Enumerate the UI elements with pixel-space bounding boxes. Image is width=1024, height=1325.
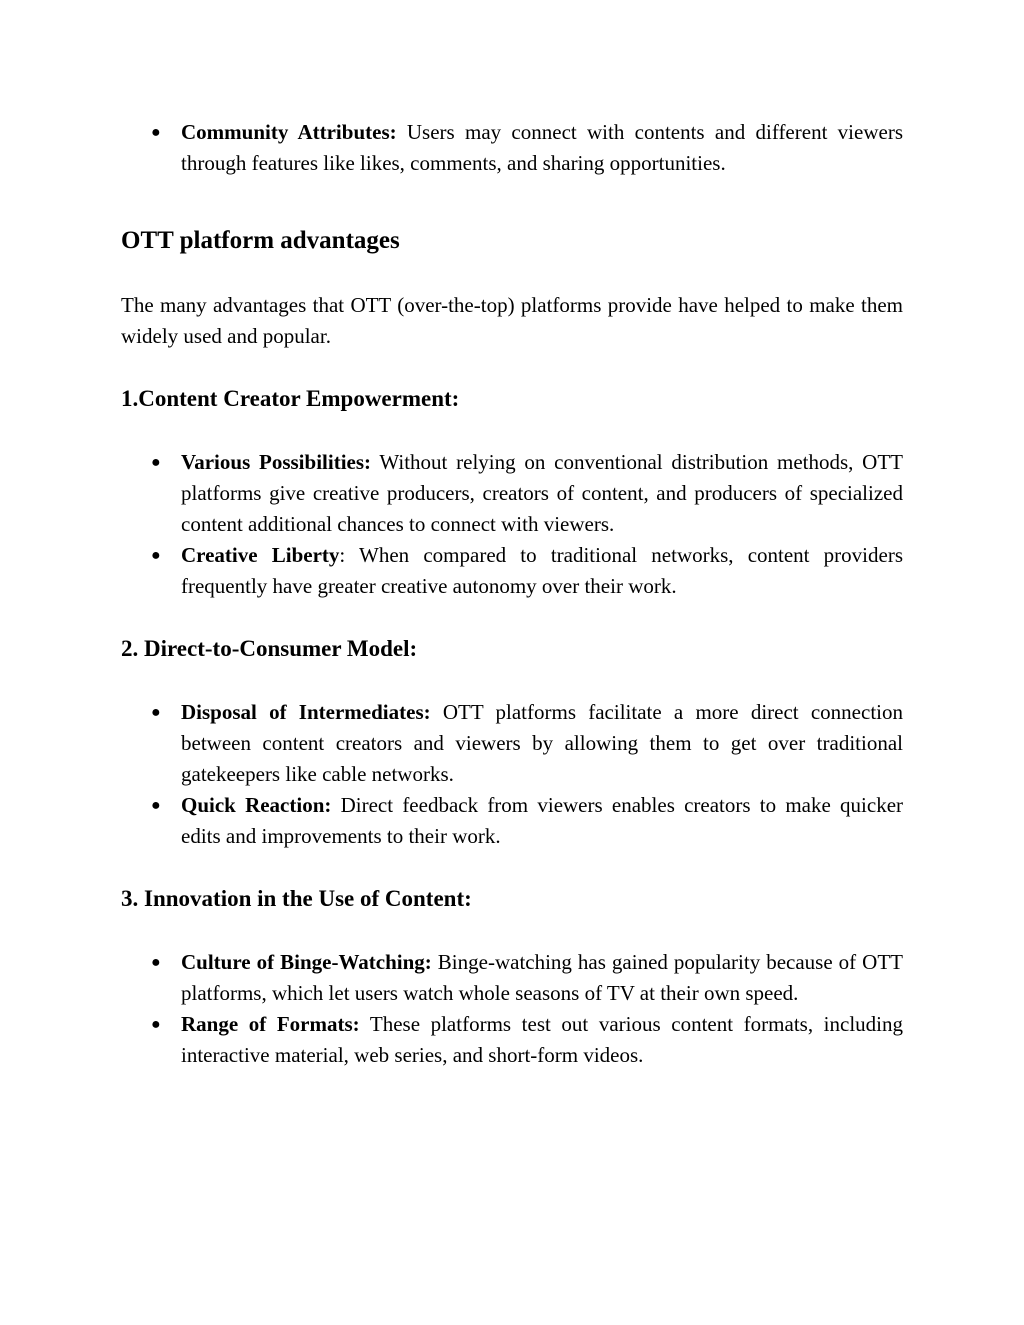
section-bullet-list xyxy=(121,697,903,852)
section-bullet-list xyxy=(121,447,903,602)
section-title: 1.Content Creator Empowerment: xyxy=(121,386,460,411)
bullet-text: Users may connect with contents and different viewers through features like likes, comments, and sharing opportunities. xyxy=(181,120,903,175)
bullet-term: Range of Formats: xyxy=(181,1012,360,1036)
intro-paragraph: The many advantages that OTT (over-the-top) platforms provide have helped to make them widely used and popular. xyxy=(121,293,903,348)
page-heading: OTT platform advantages xyxy=(121,227,400,254)
section-bullet-list xyxy=(121,947,903,1071)
section-title: 3. Innovation in the Use of Content: xyxy=(121,886,472,911)
bullet-icon: ● xyxy=(151,954,161,971)
intro-bullet-list xyxy=(121,117,903,179)
list-item xyxy=(121,790,903,852)
section-title: 2. Direct-to-Consumer Model: xyxy=(121,636,418,661)
bullet-text: Binge-watching has gained popularity because of OTT platforms, which let users watch whole seasons of TV at their own speed. xyxy=(181,950,903,1005)
bullet-term: Culture of Binge-Watching: xyxy=(181,950,432,974)
list-item xyxy=(121,447,903,540)
list-item xyxy=(121,540,903,602)
list-item xyxy=(121,117,903,179)
bullet-icon: ● xyxy=(151,797,161,814)
bullet-icon: ● xyxy=(151,704,161,721)
list-item xyxy=(121,1009,903,1071)
bullet-icon: ● xyxy=(151,1016,161,1033)
bullet-text: Direct feedback from viewers enables creators to make quicker edits and improvements to their work. xyxy=(181,793,904,848)
bullet-term: Quick Reaction: xyxy=(181,793,332,817)
bullet-text: These platforms test out various content formats, including interactive material, web series, and short-form videos. xyxy=(181,1012,903,1067)
bullet-term: Various Possibilities: xyxy=(181,450,372,474)
bullet-text: OTT platforms facilitate a more direct connection between content creators and viewers by allowing them to get over traditional gatekeepers like cable networks. xyxy=(181,700,903,786)
bullet-text: Without relying on conventional distribution methods, OTT platforms give creative producers, creators of content, and producers of specialized content additional chances to connect with viewers. xyxy=(181,450,903,536)
bullet-icon: ● xyxy=(151,547,161,564)
bullet-icon: ● xyxy=(151,124,161,141)
list-item xyxy=(121,947,903,1009)
list-item xyxy=(121,697,903,790)
bullet-term: Creative Liberty xyxy=(181,543,340,567)
bullet-icon: ● xyxy=(151,454,161,471)
bullet-text: : When compared to traditional networks, content providers frequently have greater creative autonomy over their work. xyxy=(181,543,903,598)
bullet-term: Disposal of Intermediates: xyxy=(181,700,431,724)
document-page xyxy=(121,117,903,1071)
bullet-term: Community Attributes: xyxy=(181,120,397,144)
